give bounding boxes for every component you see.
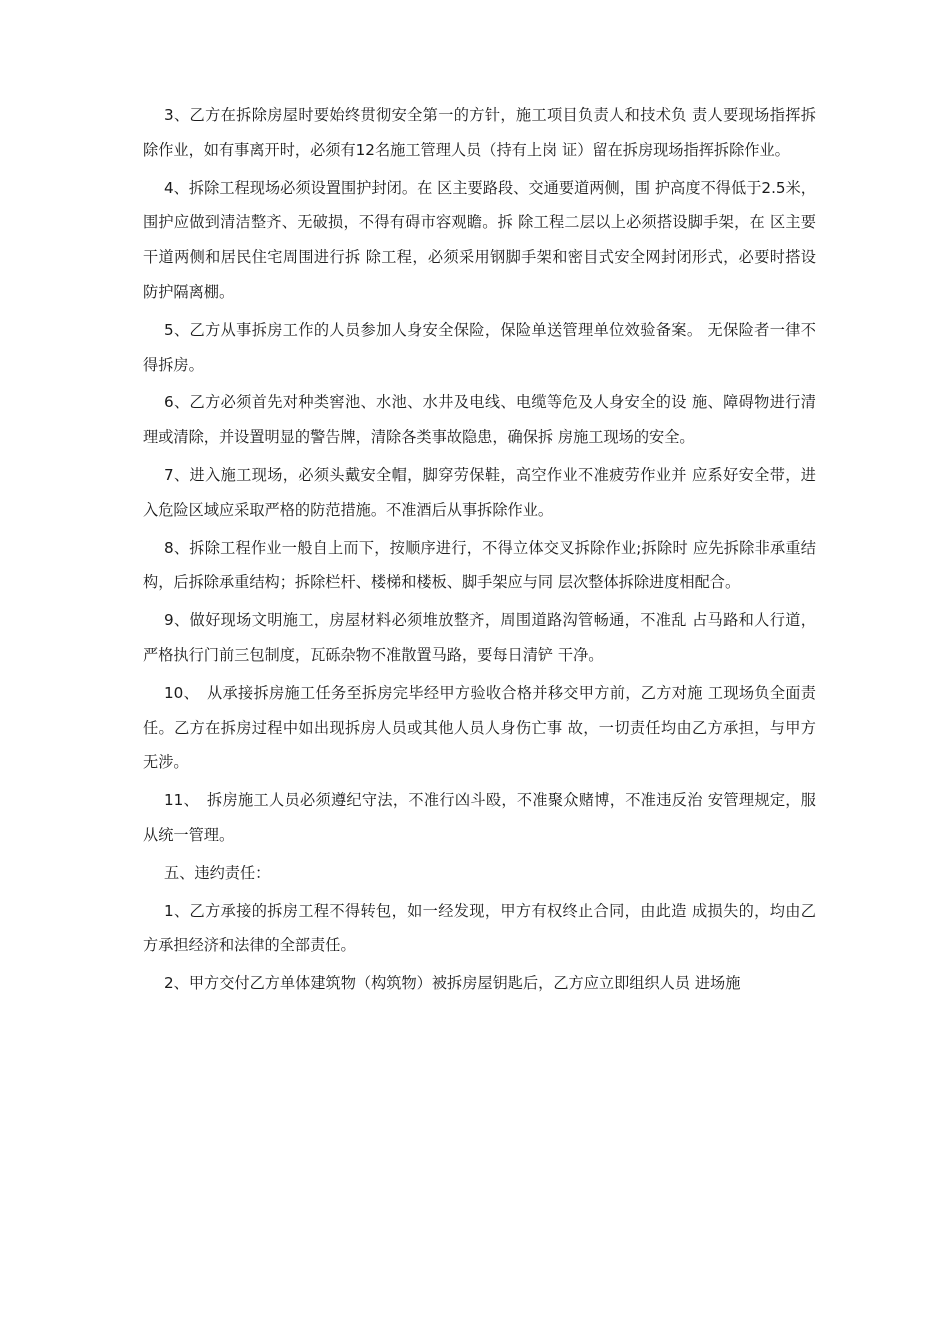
clause-11-paragraph: 11、 拆房施工人员必须遵纪守法，不准行凶斗殴，不准聚众赌博，不准违反治 安管理规定，服从统一管理。: [143, 791, 816, 844]
section-heading-breach-liability: 五、违约责任：: [164, 863, 271, 882]
document-body: [143, 98, 816, 1004]
clause-7-paragraph: 7、进入施工现场，必须头戴安全帽，脚穿劳保鞋，高空作业不准疲劳作业并 应系好安全带，进入危险区域应采取严格的防范措施。不准酒后从事拆除作业。: [143, 465, 816, 519]
clause-3-paragraph: 3、乙方在拆除房屋时要始终贯彻安全第一的方针，施工项目负责人和技术负 责人要现场指挥拆除作业，如有事离开时，必须有12名施工管理人员（持有上岗 证）留在拆房现场指挥拆除作业。: [143, 106, 816, 159]
breach-clause-1-paragraph: 1、乙方承接的拆房工程不得转包，如一经发现，甲方有权终止合同，由此造 成损失的，均由乙方承担经济和法律的全部责任。: [143, 901, 816, 955]
clause-5-paragraph: 5、乙方从事拆房工作的人员参加人身安全保险，保险单送管理单位效验备案。 无保险者一律不得拆房。: [143, 320, 816, 374]
clause-8-paragraph: 8、拆除工程作业一般自上而下，按顺序进行，不得立体交叉拆除作业;拆除时 应先拆除非承重结构，后拆除承重结构；拆除栏杆、楼梯和楼板、脚手架应与同 层次整体拆除进度相配合。: [143, 538, 816, 592]
breach-clause-2-paragraph: 2、甲方交付乙方单体建筑物（构筑物）被拆房屋钥匙后，乙方应立即组织人员 进场施: [164, 974, 741, 993]
clause-4-paragraph: 4、拆除工程现场必须设置围护封闭。在 区主要路段、交通要道两侧，围 护高度不得低于2.5米，围护应做到清洁整齐、无破损，不得有碍市容观瞻。拆 除工程二层以上必须搭设脚手架，在 区主要干道两侧和居民住宅周围进行拆 除工程，必须采用钢脚手架和密目式安全网封闭形式，必要时搭设防护隔离棚。: [143, 178, 816, 301]
clause-10-paragraph: 10、 从承接拆房施工任务至拆房完毕经甲方验收合格并移交甲方前，乙方对施 工现场负全面责任。乙方在拆房过程中如出现拆房人员或其他人员人身伤亡事 故，一切责任均由乙方承担，与甲方无涉。: [143, 683, 816, 772]
clause-6-paragraph: 6、乙方必须首先对种类窖池、水池、水井及电线、电缆等危及人身安全的设 施、障碍物进行清理或清除，并设置明显的警告牌，清除各类事故隐患，确保拆 房施工现场的安全。: [143, 393, 816, 447]
clause-9-paragraph: 9、做好现场文明施工，房屋材料必须堆放整齐，周围道路沟管畅通，不准乱 占马路和人行道，严格执行门前三包制度，瓦砾杂物不准散置马路，要每日清铲 干净。: [143, 611, 816, 664]
